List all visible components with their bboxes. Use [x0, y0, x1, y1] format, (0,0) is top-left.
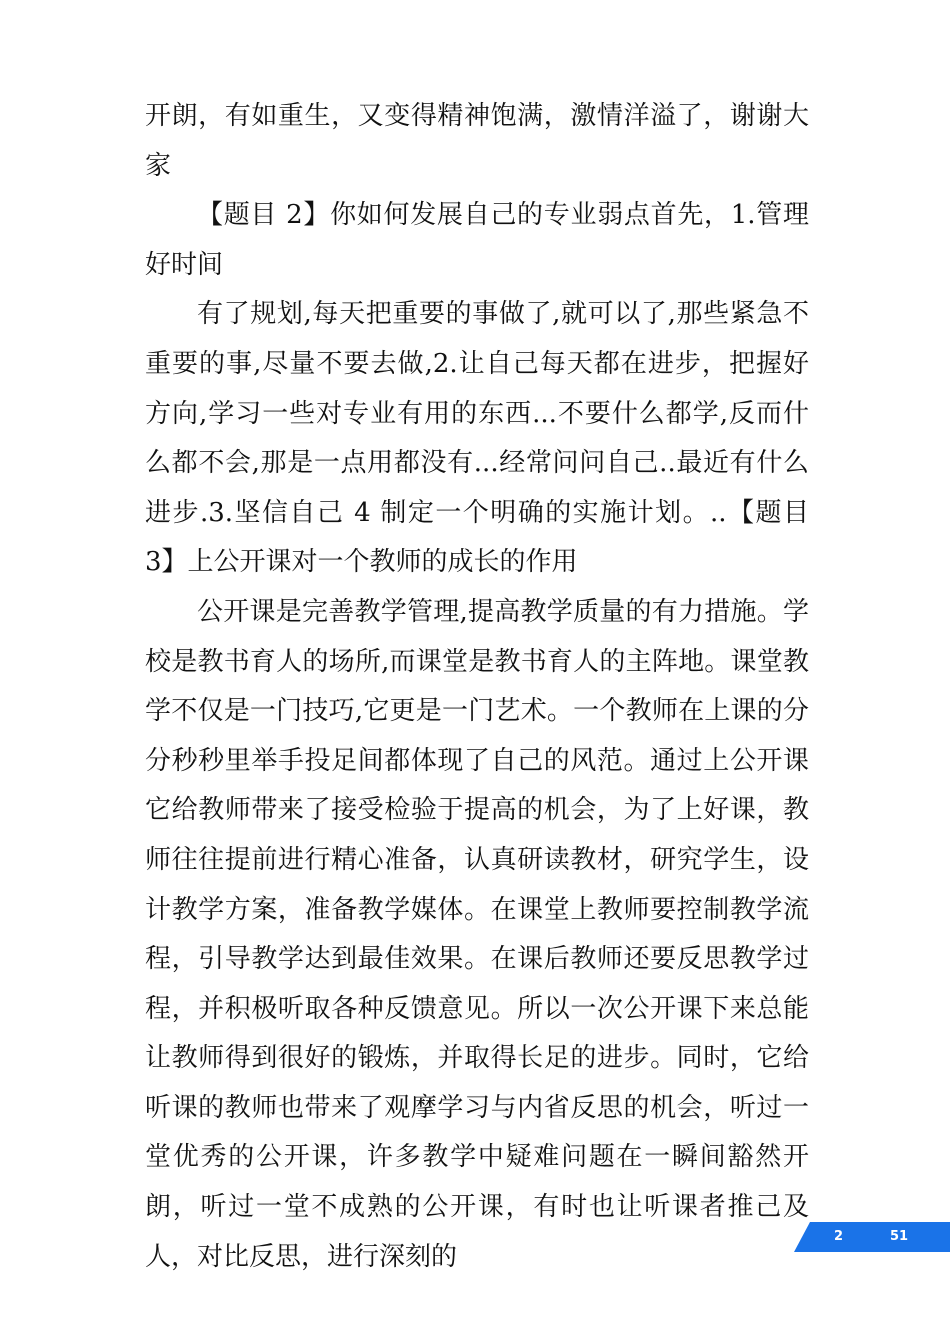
page-badge-background — [794, 1222, 950, 1252]
current-page-number: 2 — [834, 1229, 844, 1244]
question-2-heading: 【题目 2】你如何发展自己的专业弱点首先，1.管理好时间 — [145, 200, 809, 280]
page-number-badge — [794, 1222, 950, 1252]
body-text — [145, 92, 809, 1282]
total-page-count: 51 — [890, 1229, 909, 1244]
answer-2-paragraph: 有了规划,每天把重要的事做了,就可以了,那些紧急不重要的事,尽量不要去做,2.让自己每天都在进步，把握好方向,学习一些对专业有用的东西...不要什么都学,反而什么都不会,那是一点用都没有...经常问问自己..最近有什么进步.3.坚信自己 4 制定一个明确的实施计划。..【题目 3】上公开课对一个教师的成长的作用 — [145, 299, 809, 578]
answer-3-paragraph: 公开课是完善教学管理,提高教学质量的有力措施。学校是教书育人的场所,而课堂是教书育人的主阵地。课堂教学不仅是一门技巧,它更是一门艺术。一个教师在上课的分分秒秒里举手投足间都体现了自己的风范。通过上公开课它给教师带来了接受检验于提高的机会，为了上好课，教师往往提前进行精心准备，认真研读教材，研究学生，设计教学方案，准备教学媒体。在课堂上教师要控制教学流程，引导教学达到最佳效果。在课后教师还要反思教学过程，并积极听取各种反馈意见。所以一次公开课下来总能让教师得到很好的锻炼，并取得长足的进步。同时，它给听课的教师也带来了观摩学习与内省反思的机会，听过一堂优秀的公开课，许多教学中疑难问题在一瞬间豁然开朗，听过一堂不成熟的公开课，有时也让听课者推己及人，对比反思，进行深刻的 — [145, 596, 809, 1272]
paragraph-continuation: 开朗，有如重生，又变得精神饱满，激情洋溢了，谢谢大家 — [145, 101, 809, 181]
